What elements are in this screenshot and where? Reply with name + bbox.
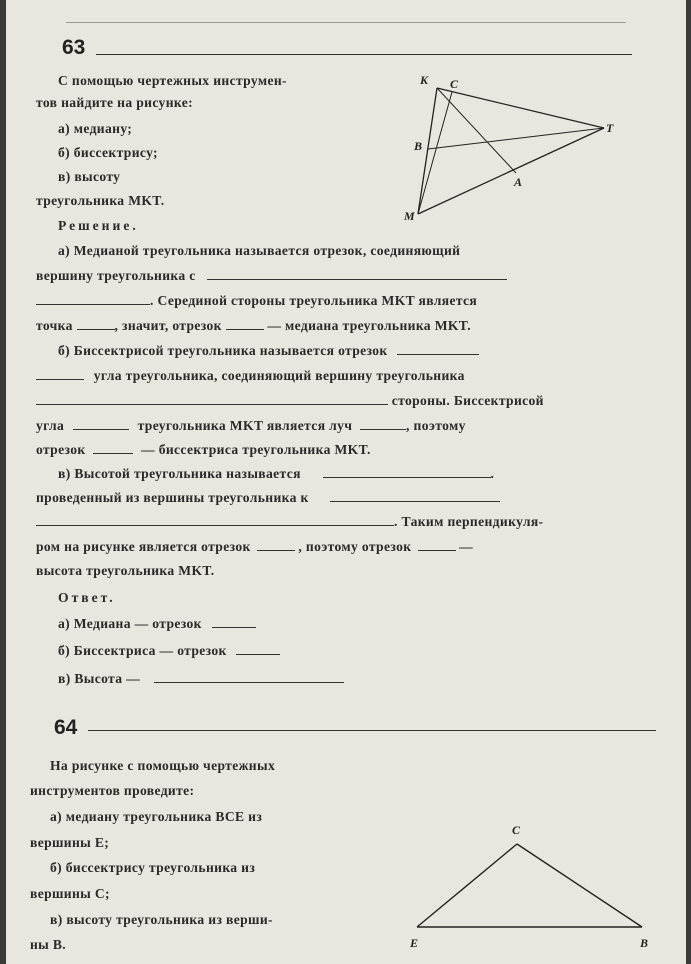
label-t: T [606,121,614,135]
task-63-prompt-line-1: С помощью чертежных инструмен- [58,73,287,88]
median-blank-1[interactable] [207,267,507,280]
task-63-item-c: в) высоту [58,169,121,184]
triangle-bce-figure [402,814,672,964]
bisector-blank-5[interactable] [360,417,406,430]
bisector-blank-2[interactable] [36,367,84,380]
label-e: E [410,936,419,950]
task-64-prompt-line-6: вершины C; [30,886,110,901]
segment-ka [437,88,516,173]
median-blank-4[interactable] [226,317,264,330]
answer-a: а) Медиана — отрезок [58,614,256,633]
answer-b: б) Биссектриса — отрезок [58,641,280,660]
bisector-blank-4[interactable] [73,417,129,430]
height-line-3: . Таким перпендикуля- [36,512,543,531]
height-blank-3[interactable] [36,513,394,526]
bisector-line-3: стороны. Биссектрисой [36,391,544,410]
height-blank-2[interactable] [330,489,500,502]
workbook-page [6,0,686,964]
height-line-5: высота треугольника MKT. [36,563,215,578]
bisector-line-1: б) Биссектрисой треугольника называется отрезок [58,341,479,360]
bisector-line-2: угла треугольника, соединяющий вершину треугольника [36,366,465,385]
median-line-4: точка , значит, отрезок — медиана треугольника MKT. [36,318,471,333]
task-63-prompt-line-2: тов найдите на рисунке: [36,95,193,110]
height-line-4: ром на рисунке является отрезок , поэтому отрезок — [36,539,474,554]
task-64-prompt-line-1: На рисунке с помощью чертежных [50,758,276,773]
height-blank-4[interactable] [257,538,295,551]
segment-mc [418,92,452,214]
height-line-2: проведенный из вершины треугольника к [36,488,500,507]
height-blank-5[interactable] [418,538,456,551]
label-k: K [420,73,429,87]
top-divider [66,22,626,23]
median-line-3: . Серединой стороны треугольника MKT является [36,291,477,310]
height-blank-1[interactable] [323,465,491,478]
label-c: C [450,77,459,91]
task-63-item-a: а) медиану; [58,121,133,136]
task-63-prompt-line-6: треугольника MKT. [36,193,165,208]
side-cb [517,844,642,927]
task-63-number: 63 [62,36,86,59]
median-blank-2[interactable] [36,292,150,305]
label-a: A [514,175,523,189]
side-tm [418,128,604,214]
median-line-2: вершину треугольника с [36,266,507,285]
bisector-blank-6[interactable] [93,441,133,454]
task-64-item-a: а) медиану треугольника BCE из [50,809,263,824]
answer-a-blank[interactable] [212,615,256,628]
answer-c-blank[interactable] [154,670,344,683]
answer-c: в) Высота — [58,669,344,688]
bisector-blank-3[interactable] [36,392,388,405]
side-kt [437,88,604,128]
label-b: B [414,139,423,153]
task-64-prompt-line-2: инструментов проведите: [30,783,195,798]
bisector-line-5: отрезок — биссектриса треугольника MKT. [36,442,371,457]
triangle-mkt-figure [394,70,634,230]
label-c: C [512,823,521,837]
segment-tb [428,128,604,149]
answer-heading: Ответ. [58,590,116,605]
task-64-item-c: в) высоту треугольника из верши- [50,912,273,927]
task-63-item-b: б) биссектрису; [58,145,158,160]
median-blank-3[interactable] [77,317,115,330]
median-line-1: а) Медианой треугольника называется отрезок, соединяющий [58,243,461,258]
label-m: M [404,209,415,223]
task-64-prompt-line-8: ны B. [30,937,67,952]
task-64-rule [88,730,656,731]
task-64-number: 64 [54,716,78,739]
task-64-prompt-line-4: вершины E; [30,835,110,850]
bisector-line-4: угла треугольника MKT является луч , поэтому [36,418,466,433]
bisector-blank-1[interactable] [397,342,479,355]
label-b: B [640,936,649,950]
task-63-rule [96,54,632,55]
task-64-item-b: б) биссектрису треугольника из [50,860,256,875]
height-line-1: в) Высотой треугольника называется . [58,466,495,481]
side-ec [417,844,517,927]
solution-heading: Решение. [58,218,139,233]
answer-b-blank[interactable] [236,642,280,655]
